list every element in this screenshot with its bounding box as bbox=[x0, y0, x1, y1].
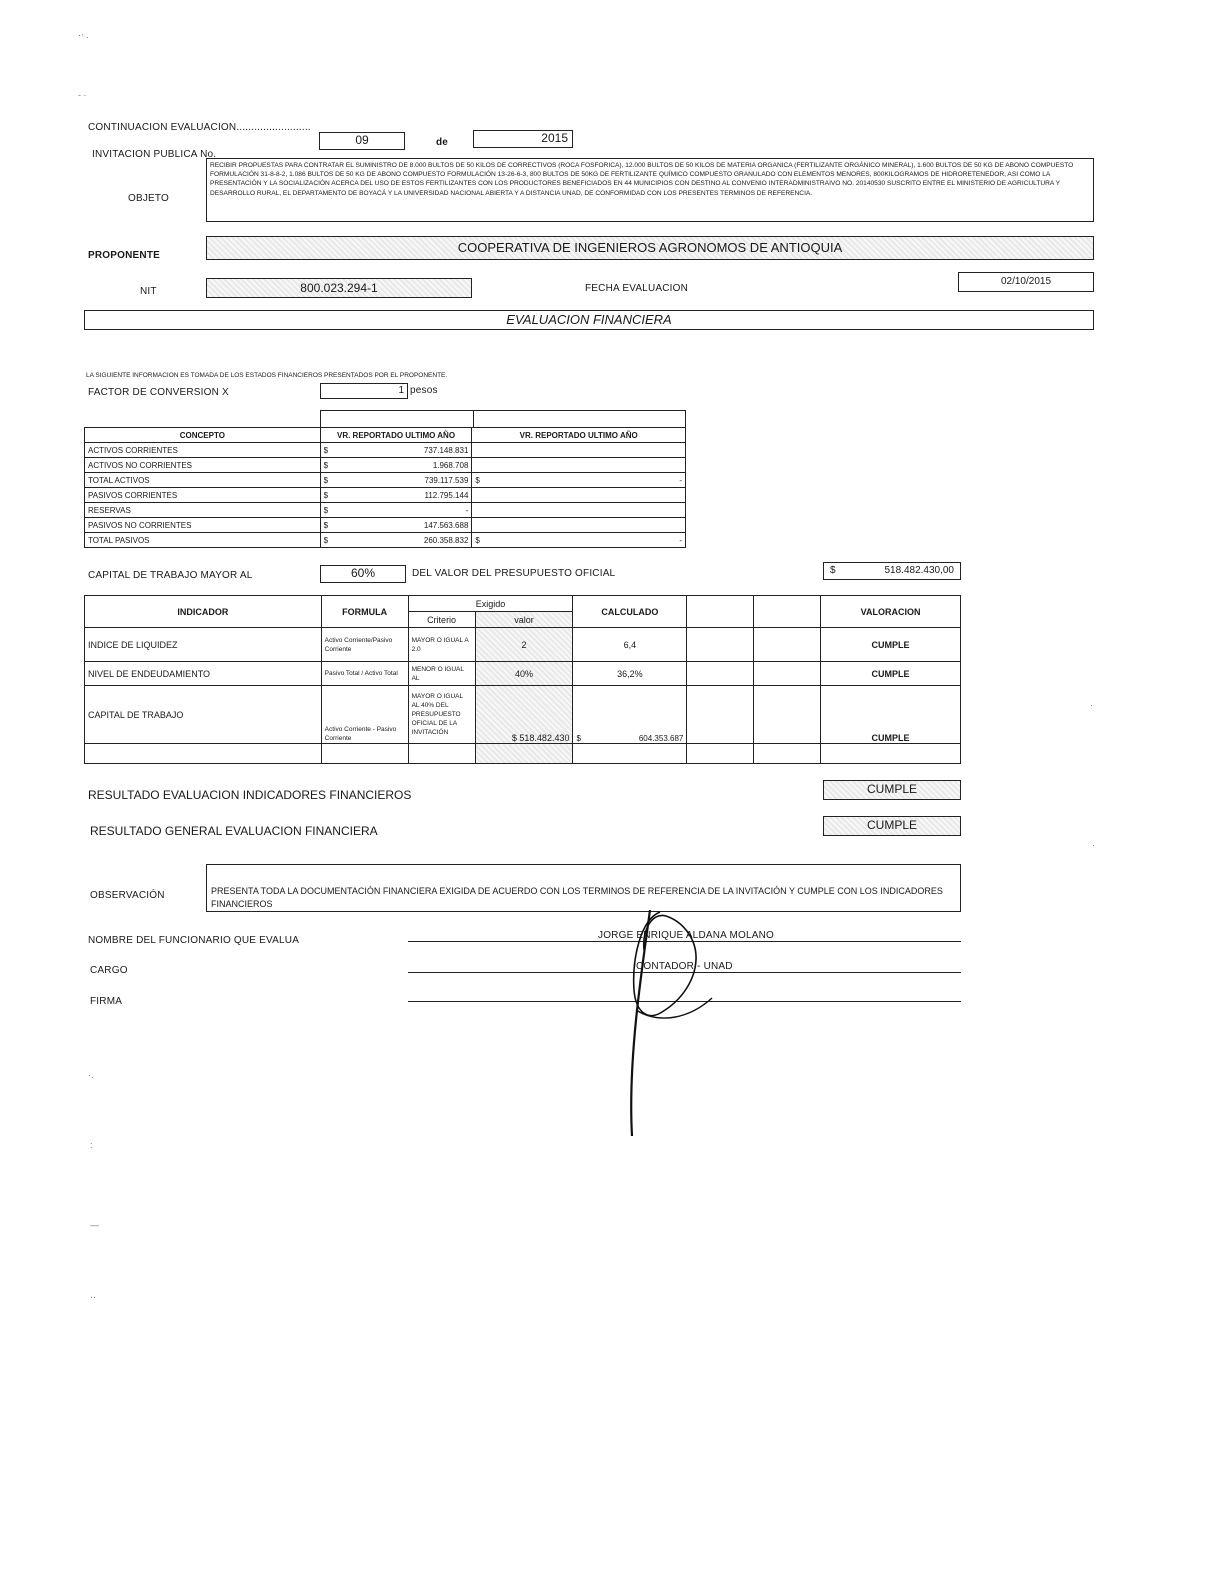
capital-suffix: DEL VALOR DEL PRESUPUESTO OFICIAL bbox=[412, 568, 616, 579]
calculado: 36,2% bbox=[573, 662, 687, 686]
col-valor: valor bbox=[475, 612, 573, 628]
finance-row bbox=[85, 533, 686, 548]
de-label: de bbox=[436, 137, 449, 148]
calculado-currency: $ bbox=[576, 734, 581, 743]
col-formula: FORMULA bbox=[321, 596, 408, 628]
valor-2: - bbox=[486, 533, 686, 548]
fecha-value: 02/10/2015 bbox=[958, 272, 1094, 292]
formula: Activo Corriente/Pasivo Corriente bbox=[321, 628, 408, 662]
blank-cell bbox=[754, 662, 821, 686]
concepto: TOTAL PASIVOS bbox=[85, 533, 321, 548]
formula: Pasivo Total / Activo Total bbox=[321, 662, 408, 686]
valor: - bbox=[334, 503, 472, 518]
col-valoracion: VALORACION bbox=[821, 596, 961, 628]
finance-header-spacer bbox=[320, 410, 686, 427]
currency-2 bbox=[472, 503, 486, 518]
col-criterio: Criterio bbox=[408, 612, 475, 628]
scan-speck: ‐ · bbox=[78, 90, 87, 100]
currency-2: $ bbox=[472, 473, 486, 488]
scan-speck: · bbox=[1092, 840, 1095, 850]
observacion-label: OBSERVACIÓN bbox=[90, 890, 165, 901]
finance-table bbox=[84, 427, 686, 548]
valor-2: - bbox=[486, 473, 686, 488]
capital-amount-box bbox=[823, 562, 961, 580]
finance-row bbox=[85, 443, 686, 458]
criterio: MAYOR O IGUAL AL 40% DEL PRESUPUESTO OFICIAL DE LA INVITACIÓN bbox=[408, 686, 475, 744]
currency-2 bbox=[472, 443, 486, 458]
indicator-row bbox=[85, 628, 961, 662]
proponente-label: PROPONENTE bbox=[88, 250, 161, 261]
capital-currency: $ bbox=[830, 565, 836, 576]
valor: 147.563.688 bbox=[334, 518, 472, 533]
currency: $ bbox=[320, 473, 334, 488]
invitacion-label: INVITACION PUBLICA No. bbox=[92, 149, 217, 160]
valor-2 bbox=[486, 443, 686, 458]
col-concepto: CONCEPTO bbox=[85, 428, 321, 443]
indicador: NIVEL DE ENDEUDAMIENTO bbox=[85, 662, 322, 686]
observacion-text: PRESENTA TODA LA DOCUMENTACIÓN FINANCIERA EXIGIDA DE ACUERDO CON LOS TERMINOS DE REFERENCIA DE LA INVITACIÓN Y CUMPLE CON LOS INDICADORES FINANCIEROS bbox=[206, 864, 961, 912]
capital-percent: 60% bbox=[320, 565, 406, 583]
concepto: ACTIVOS CORRIENTES bbox=[85, 443, 321, 458]
valor-2 bbox=[486, 488, 686, 503]
nombre-value: JORGE ENRIQUE ALDANA MOLANO bbox=[598, 930, 774, 941]
result-general-value: CUMPLE bbox=[823, 816, 961, 836]
section-title: EVALUACION FINANCIERA bbox=[84, 310, 1094, 330]
blank-cell bbox=[754, 628, 821, 662]
currency: $ bbox=[320, 488, 334, 503]
valoracion: CUMPLE bbox=[821, 628, 961, 662]
blank-cell bbox=[687, 686, 754, 744]
finance-row bbox=[85, 518, 686, 533]
blank-cell bbox=[687, 662, 754, 686]
factor-label: FACTOR DE CONVERSION X bbox=[88, 387, 229, 398]
valor: 739.117.539 bbox=[334, 473, 472, 488]
indicator-row bbox=[85, 686, 961, 744]
valor: 2 bbox=[475, 628, 573, 662]
formula: Activo Corriente - Pasivo Corriente bbox=[321, 686, 408, 744]
currency: $ bbox=[320, 533, 334, 548]
valor: 112.795.144 bbox=[334, 488, 472, 503]
scan-speck: : bbox=[90, 1140, 93, 1150]
currency: $ bbox=[320, 503, 334, 518]
indicador: INDICE DE LIQUIDEZ bbox=[85, 628, 322, 662]
fecha-label: FECHA EVALUACION bbox=[585, 283, 689, 294]
concepto: PASIVOS NO CORRIENTES bbox=[85, 518, 321, 533]
result-general-label: RESULTADO GENERAL EVALUACION FINANCIERA bbox=[90, 824, 378, 838]
valor-2 bbox=[486, 518, 686, 533]
objeto-label: OBJETO bbox=[128, 193, 170, 204]
finance-row bbox=[85, 503, 686, 518]
currency: $ bbox=[320, 458, 334, 473]
factor-value: 1 bbox=[320, 383, 408, 399]
cargo-value: CONTADOR - UNAD bbox=[636, 961, 733, 972]
col-vr2: VR. REPORTADO ULTIMO AÑO bbox=[472, 428, 686, 443]
currency: $ bbox=[320, 443, 334, 458]
currency-2 bbox=[472, 518, 486, 533]
valoracion: CUMPLE bbox=[821, 662, 961, 686]
capital-label: CAPITAL DE TRABAJO MAYOR AL bbox=[88, 570, 253, 581]
currency-2 bbox=[472, 488, 486, 503]
blank-cell bbox=[687, 628, 754, 662]
criterio: MAYOR O IGUAL A 2.0 bbox=[408, 628, 475, 662]
col-blank-2 bbox=[754, 596, 821, 628]
valor: 737.148.831 bbox=[334, 443, 472, 458]
calculado: 6,4 bbox=[573, 628, 687, 662]
currency-2 bbox=[472, 458, 486, 473]
scan-speck: ·‧ . bbox=[78, 30, 89, 40]
calculado: 604.353.687 bbox=[638, 734, 684, 743]
valor-2 bbox=[486, 458, 686, 473]
indicador: CAPITAL DE TRABAJO bbox=[85, 686, 322, 744]
valor: $ 518.482.430 bbox=[475, 686, 573, 744]
col-calculado: CALCULADO bbox=[573, 596, 687, 628]
valor: 260.358.832 bbox=[334, 533, 472, 548]
criterio: MENOR O IGUAL AL bbox=[408, 662, 475, 686]
factor-unit: pesos bbox=[410, 385, 438, 396]
scan-speck: ·. bbox=[88, 1070, 94, 1080]
calculado-cell bbox=[573, 686, 687, 744]
currency: $ bbox=[320, 518, 334, 533]
scan-speck: ‥ bbox=[90, 1290, 97, 1300]
valor: 1.968.708 bbox=[334, 458, 472, 473]
finance-row bbox=[85, 458, 686, 473]
nit-value: 800.023.294-1 bbox=[206, 278, 472, 298]
currency-2: $ bbox=[472, 533, 486, 548]
cargo-label: CARGO bbox=[90, 965, 128, 976]
invitacion-year: 2015 bbox=[473, 130, 573, 148]
concepto: TOTAL ACTIVOS bbox=[85, 473, 321, 488]
indicator-row-empty bbox=[85, 744, 961, 764]
indicators-table bbox=[84, 595, 961, 764]
firma-label: FIRMA bbox=[90, 996, 123, 1007]
concepto: ACTIVOS NO CORRIENTES bbox=[85, 458, 321, 473]
col-blank-1 bbox=[687, 596, 754, 628]
col-indicador: INDICADOR bbox=[85, 596, 322, 628]
scan-speck: · bbox=[1090, 700, 1093, 710]
handwritten-signature bbox=[600, 900, 740, 1145]
result-indicadores-value: CUMPLE bbox=[823, 780, 961, 800]
col-vr1: VR. REPORTADO ULTIMO AÑO bbox=[320, 428, 472, 443]
col-exigido: Exigido bbox=[408, 596, 573, 612]
blank-cell bbox=[754, 686, 821, 744]
invitacion-number: 09 bbox=[319, 132, 405, 150]
capital-amount: 518.482.430,00 bbox=[884, 565, 954, 576]
continuacion-label: CONTINUACION EVALUACION......................... bbox=[88, 122, 311, 133]
proponente-value: COOPERATIVA DE INGENIEROS AGRONOMOS DE ANTIOQUIA bbox=[206, 236, 1094, 260]
scan-speck: — bbox=[90, 1220, 99, 1230]
concepto: PASIVOS CORRIENTES bbox=[85, 488, 321, 503]
result-indicadores-label: RESULTADO EVALUACION INDICADORES FINANCIEROS bbox=[88, 788, 412, 802]
nit-label: NIT bbox=[140, 286, 157, 297]
concepto: RESERVAS bbox=[85, 503, 321, 518]
valor: 40% bbox=[475, 662, 573, 686]
nombre-label: NOMBRE DEL FUNCIONARIO QUE EVALUA bbox=[88, 935, 300, 946]
valoracion: CUMPLE bbox=[821, 686, 961, 744]
finance-row bbox=[85, 473, 686, 488]
objeto-text: RECIBIR PROPUESTAS PARA CONTRATAR EL SUMINISTRO DE 8.000 BULTOS DE 50 KILOS DE CORRECTIVOS (ROCA FOSFORICA), 12.000 BULTOS DE 50 KILOS DE MATERIA ORGANICA (FERTILIZANTE ORGÁNICO MINERAL), 1.600 BULTOS DE 50 KG DE ABONO COMPUESTO FORMULACIÓN 31-8-8-2, 1.086 BULTOS DE 50 KG DE ABONO COMPUESTO FORMULACIÓN 13-26-6-3, 800 BULTOS DE 50KG DE FERTILIZANTE QUÍMICO COMPUESTO GRANULADO CON ELEMENTOS MENORES, 800KILOGRAMOS DE HIDRORETENEDOR, ASI COMO LA PRESENTACIÓN Y LA SOCIALIZACIÓN ACERCA DEL USO DE ESTOS FERTILIZANTES CON LOS PRODUCTORES BENEFICIADOS EN 44 MUNICIPIOS CON DESTINO AL CONVENIO INTERADMINISTRAIVO NO. 20140530 SUSCRITO ENTRE EL MINISTERIO DE AGRICULTURA Y DESARROLLO RURAL, EL DEPARTAMENTO DE BOYACÁ Y LA UNIVERSIDAD NACIONAL ABIERTA Y A DISTANCIA UNAD, DE CONFORMIDAD CON LOS PRESENTES TERMINOS DE REFERENCIA. bbox=[206, 158, 1094, 222]
finance-note: LA SIGUIENTE INFORMACION ES TOMADA DE LOS ESTADOS FINANCIEROS PRESENTADOS POR EL PROPONENTE. bbox=[86, 372, 448, 379]
finance-row bbox=[85, 488, 686, 503]
valor-2 bbox=[486, 503, 686, 518]
indicator-row bbox=[85, 662, 961, 686]
